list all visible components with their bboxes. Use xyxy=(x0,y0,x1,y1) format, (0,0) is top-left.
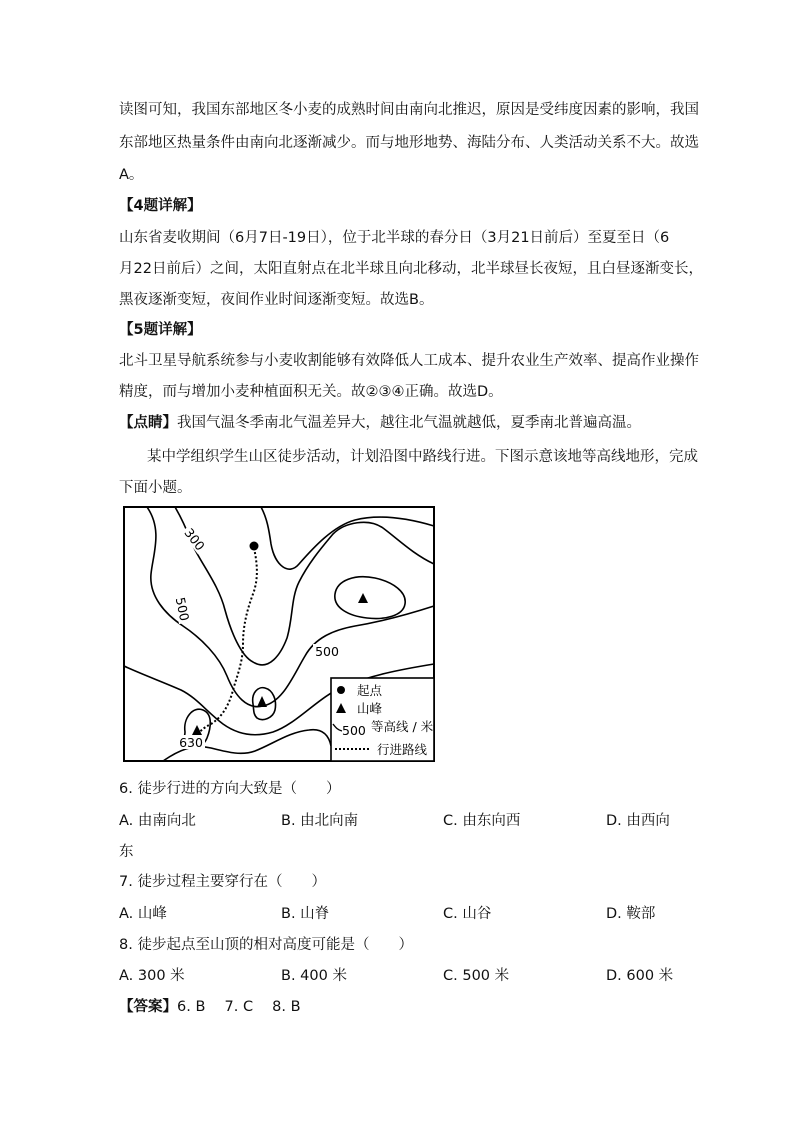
paragraph-line: 北斗卫星导航系统参与小麦收割能够有效降低人工成本、提升农业生产效率、提高作业操作 xyxy=(119,353,699,369)
legend-contour-value: 500 xyxy=(342,723,366,738)
option-6d-wrap: 东 xyxy=(119,844,134,860)
paragraph-line: A。 xyxy=(119,167,144,183)
legend-start-icon xyxy=(337,686,345,694)
tip-line xyxy=(119,413,641,433)
paragraph-line: 黑夜逐渐变短，夜间作业时间逐渐变短。故选B。 xyxy=(119,292,434,308)
option-6d[interactable]: D. 由西向 xyxy=(606,813,670,829)
option-8a[interactable]: A. 300 米 xyxy=(119,968,185,984)
option-7a[interactable]: A. 山峰 xyxy=(119,906,167,922)
option-7c[interactable]: C. 山谷 xyxy=(443,906,492,922)
paragraph-line: 山东省麦收期间（6月7日-19日），位于北半球的春分日（3月21日前后）至夏至日（6 xyxy=(119,230,670,246)
option-6b[interactable]: B. 由北向南 xyxy=(281,813,359,829)
tip-text: 我国气温冬季南北气温差异大，越往北气温就越低，夏季南北普遍高温。 xyxy=(177,415,641,431)
answer-line xyxy=(119,997,301,1017)
option-7d[interactable]: D. 鞍部 xyxy=(606,906,656,922)
question-intro-line: 某中学组织学生山区徒步活动，计划沿图中路线行进。下图示意该地等高线地形，完成 xyxy=(147,449,698,465)
paragraph-line: 读图可知，我国东部地区冬小麦的成熟时间由南向北推迟，原因是受纬度因素的影响，我国 xyxy=(119,102,699,118)
option-7b[interactable]: B. 山脊 xyxy=(281,906,330,922)
section-heading-q5: 【5题详解】 xyxy=(119,322,202,338)
legend-route-label: 行进路线 xyxy=(377,742,428,757)
option-8b[interactable]: B. 400 米 xyxy=(281,968,347,984)
answer-label: 【答案】 xyxy=(119,999,177,1015)
legend-contour-label: 等高线 / 米 xyxy=(371,719,434,734)
contour-label-500: 500 xyxy=(172,595,193,623)
tip-label: 【点睛】 xyxy=(119,415,177,431)
option-8d[interactable]: D. 600 米 xyxy=(606,968,674,984)
contour-label-630: 630 xyxy=(179,735,203,750)
legend-start-label: 起点 xyxy=(357,683,383,698)
question-stem-8: 8. 徒步起点至山顶的相对高度可能是（ ） xyxy=(119,937,413,953)
start-point-marker xyxy=(250,542,259,551)
contour-map xyxy=(123,506,435,762)
question-stem-7: 7. 徒步过程主要穿行在（ ） xyxy=(119,874,326,890)
contour-label-500: 500 xyxy=(315,644,339,659)
section-heading-q4: 【4题详解】 xyxy=(119,198,202,214)
paragraph-line: 月22日前后）之间，太阳直射点在北半球且向北移动，北半球昼长夜短，且白昼逐渐变长， xyxy=(119,261,703,277)
option-6a[interactable]: A. 由南向北 xyxy=(119,813,196,829)
option-6c[interactable]: C. 由东向西 xyxy=(443,813,521,829)
answer-text: 6. B 7. C 8. B xyxy=(177,999,301,1015)
map-legend xyxy=(331,678,434,761)
question-stem-6: 6. 徒步行进的方向大致是（ ） xyxy=(119,781,341,797)
option-8c[interactable]: C. 500 米 xyxy=(443,968,510,984)
paragraph-line: 精度，而与增加小麦种植面积无关。故②③④正确。故选D。 xyxy=(119,384,503,400)
question-intro-line: 下面小题。 xyxy=(119,480,192,496)
paragraph-line: 东部地区热量条件由南向北逐渐减少。而与地形地势、海陆分布、人类活动关系不大。故选 xyxy=(119,135,699,151)
contour-label-300: 300 xyxy=(181,525,208,554)
legend-peak-label: 山峰 xyxy=(357,701,383,716)
